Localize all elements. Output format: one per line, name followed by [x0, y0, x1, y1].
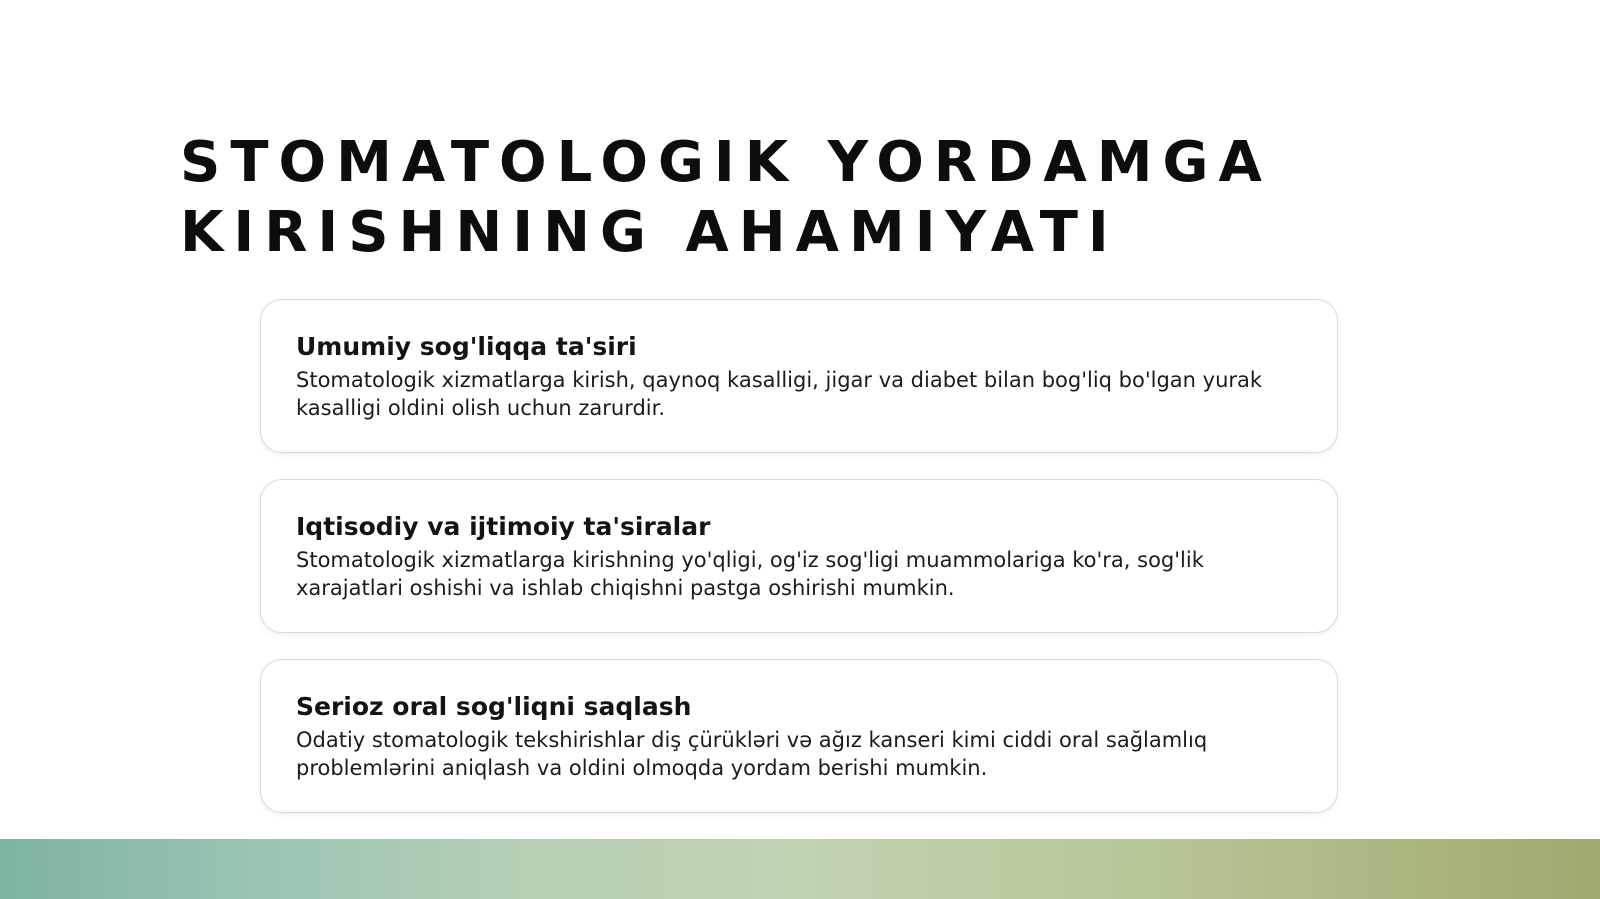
decorative-gradient-band [0, 839, 1600, 899]
card-heading: Serioz oral sog'liqni saqlash [296, 692, 692, 721]
card-economic-social [260, 479, 1338, 633]
slide-title-line-1: STOMATOLOGIK YORDAMGA [180, 130, 1272, 195]
slide-title [180, 128, 1480, 268]
card-heading: Iqtisodiy va ijtimoiy ta'siralar [296, 512, 711, 541]
card-body: Stomatologik xizmatlarga kirish, qaynoq kasalligi, jigar va diabet bilan bog'liq bo'lgan yurak kasalligi oldini olish uchun zarurdir. [296, 368, 1263, 420]
slide-title-line-2: KIRISHNING AHAMIYATI [180, 200, 1119, 265]
card-body: Stomatologik xizmatlarga kirishning yo'qligi, og'iz sog'ligi muammolariga ko'ra, sog'lik xarajatlari oshishi va ishlab chiqishni pastga oshirishi mumkin. [296, 548, 1204, 600]
card-heading: Umumiy sog'liqqa ta'siri [296, 332, 637, 361]
card-general-health [260, 299, 1338, 453]
card-body: Odatiy stomatologik tekshirishlar diş çürükləri və ağız kanseri kimi ciddi oral sağlamlıq problemlərini aniqlash va oldini olmoqda yordam berishi mumkin. [296, 728, 1208, 780]
card-oral-health [260, 659, 1338, 813]
